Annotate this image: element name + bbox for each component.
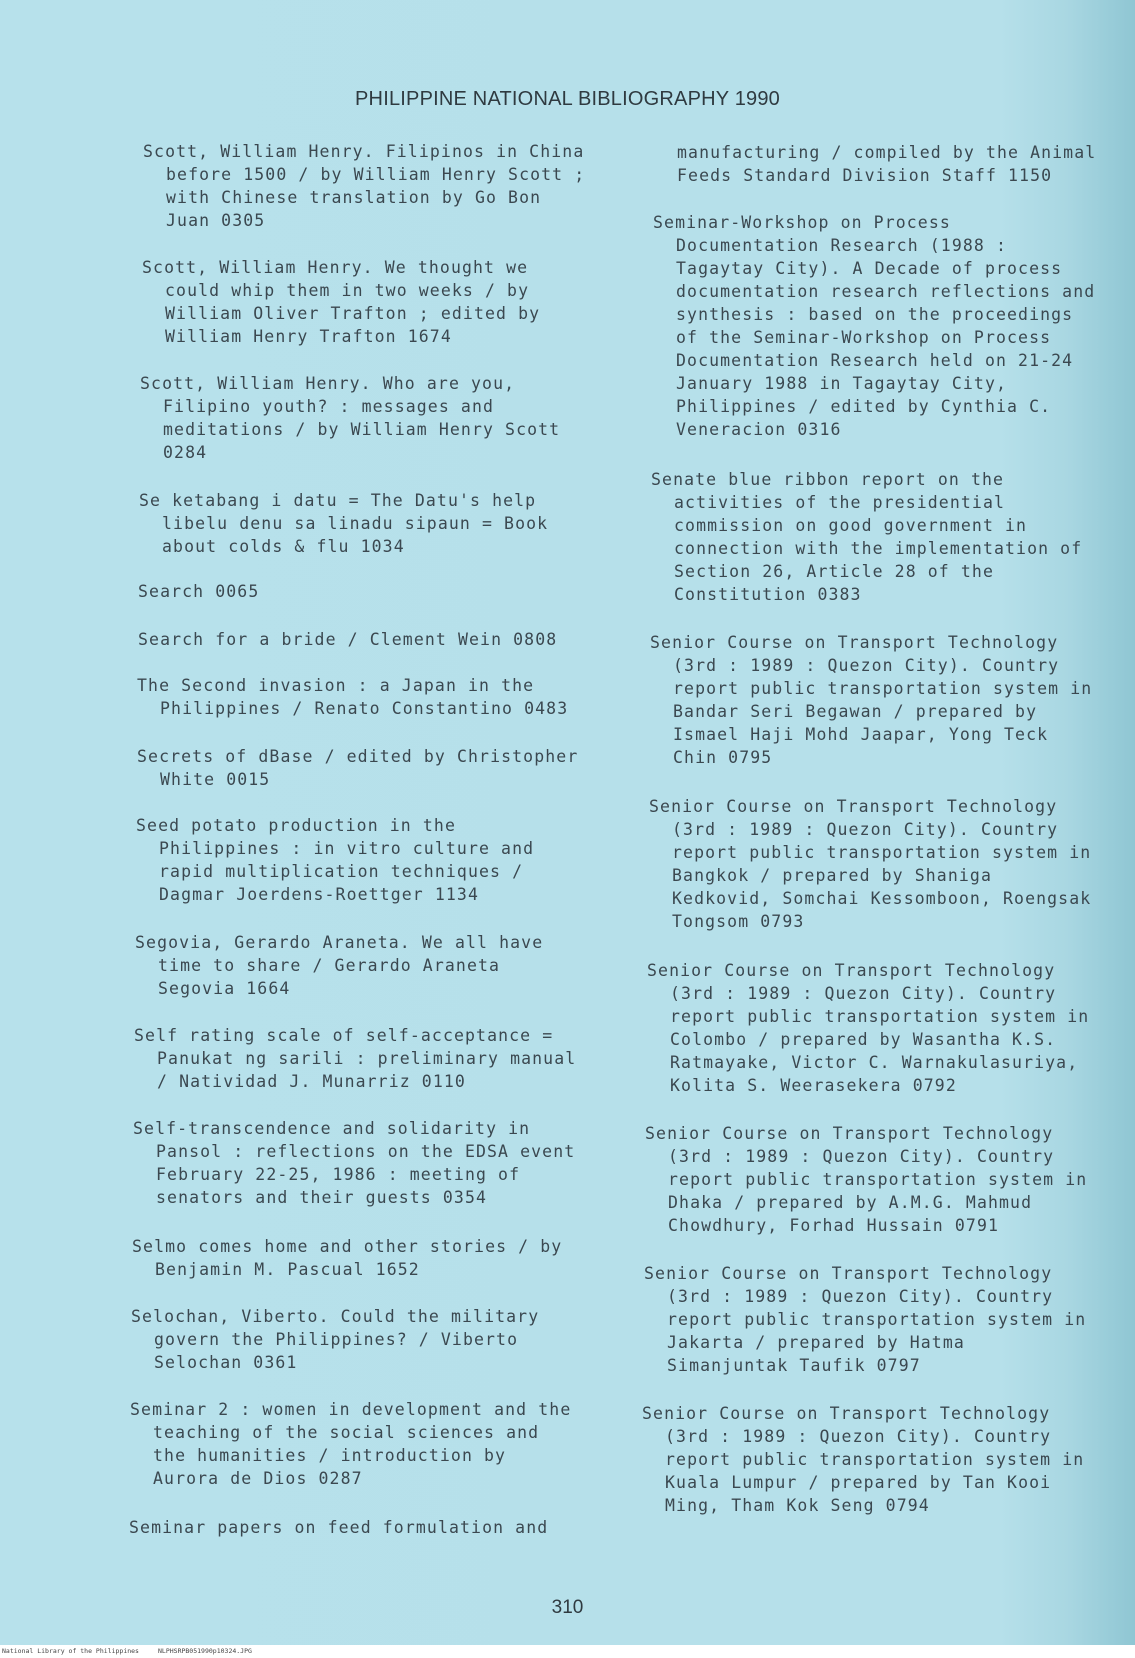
left-entry-6 (137, 674, 568, 720)
entry-line: (3rd : 1989 : Quezon City). Country (668, 1147, 1055, 1166)
entry-line: Simanjuntak Taufik 0797 (667, 1356, 921, 1375)
entry-line: / Natividad J. Munarriz 0110 (157, 1072, 466, 1091)
entry-heading: Segovia, Gerardo Araneta. We all have (135, 933, 544, 952)
entry-line: report public transportation system in (668, 1170, 1088, 1189)
right-entry-8 (642, 1402, 1084, 1517)
entry-line: govern the Philippines? / Viberto (154, 1330, 519, 1349)
left-entry-3 (139, 489, 548, 558)
entry-line: Ismael Haji Mohd Jaapar, Yong Teck (673, 725, 1049, 744)
entry-heading: Selochan, Viberto. Could the military (131, 1307, 540, 1326)
entry-line: meditations / by William Henry Scott (163, 420, 561, 439)
entry-line: Segovia 1664 (158, 979, 291, 998)
entry-line: activities of the presidential (674, 493, 1006, 512)
left-entry-9 (135, 931, 543, 1000)
entry-heading: Search for a bride / Clement Wein 0808 (138, 630, 558, 649)
entry-heading: Seminar-Workshop on Process (653, 213, 951, 232)
entry-heading: Scott, William Henry. Filipinos in China (143, 142, 585, 161)
entry-heading: Senior Course on Transport Technology (645, 1124, 1054, 1143)
entry-line: Filipino youth? : messages and (163, 397, 495, 416)
entry-line: William Oliver Trafton ; edited by (165, 304, 541, 323)
entry-line: Aurora de Dios 0287 (153, 1469, 363, 1488)
entry-line: before 1500 / by William Henry Scott ; (166, 165, 586, 184)
entry-line: the humanities / introduction by (153, 1446, 507, 1465)
entry-line: with Chinese translation by Go Bon (166, 188, 542, 207)
entry-line: Constitution 0383 (674, 585, 862, 604)
left-entry-15 (129, 1516, 548, 1539)
right-entry-7 (644, 1262, 1086, 1377)
entry-line: (3rd : 1989 : Quezon City). Country (672, 820, 1059, 839)
entry-heading: The Second invasion : a Japan in the (137, 676, 535, 695)
entry-heading: Senior Course on Transport Technology (649, 797, 1058, 816)
entry-line: Dhaka / prepared by A.M.G. Mahmud (668, 1193, 1033, 1212)
scan-footer (0, 1645, 1135, 1658)
entry-line: Kolita S. Weerasekera 0792 (670, 1076, 957, 1095)
entry-heading: Seminar papers on feed formulation and (129, 1518, 549, 1537)
left-entry-2 (140, 372, 560, 464)
entry-line: January 1988 in Tagaytay City, (676, 374, 1008, 393)
entry-line: (3rd : 1989 : Quezon City). Country (667, 1287, 1054, 1306)
entry-line: Selochan 0361 (154, 1353, 298, 1372)
right-entry-0 (654, 141, 1096, 187)
entry-line: Juan 0305 (166, 211, 266, 230)
entry-line: Philippines / edited by Cynthia C. (676, 397, 1052, 416)
entry-line: Jakarta / prepared by Hatma (667, 1333, 965, 1352)
entry-line: about colds & flu 1034 (162, 537, 405, 556)
entry-line: Philippines / Renato Constantino 0483 (160, 699, 569, 718)
entry-heading: Search 0065 (138, 582, 260, 601)
left-entry-4 (138, 580, 259, 603)
entry-line: Bandar Seri Begawan / prepared by (673, 702, 1038, 721)
entry-line: Feeds Standard Division Staff 1150 (677, 166, 1053, 185)
entry-line: report public transportation system in (672, 843, 1092, 862)
left-entry-0 (143, 140, 585, 232)
entry-heading: Seminar 2 : women in development and the (130, 1400, 572, 1419)
right-entry-2 (651, 468, 1082, 606)
right-entry-1 (653, 211, 1095, 441)
right-entry-4 (649, 795, 1091, 933)
entry-line: senators and their guests 0354 (156, 1188, 488, 1207)
entry-line: of the Seminar-Workshop on Process (676, 328, 1052, 347)
entry-line: Ratmayake, Victor C. Warnakulasuriya, (670, 1053, 1079, 1072)
left-entry-11 (133, 1117, 575, 1209)
entry-line: could whip them in two weeks / by (165, 281, 530, 300)
entry-line: (3rd : 1989 : Quezon City). Country (673, 656, 1060, 675)
entry-line: Dagmar Joerdens-Roettger 1134 (159, 885, 479, 904)
entry-heading: Se ketabang i datu = The Datu's help (139, 491, 537, 510)
footer-library: National Library of the Philippines (2, 1647, 139, 1655)
right-entry-6 (645, 1122, 1087, 1237)
entry-heading: Senior Course on Transport Technology (644, 1264, 1053, 1283)
entry-line: report public transportation system in (673, 679, 1093, 698)
entry-line: Pansol : reflections on the EDSA event (156, 1142, 576, 1161)
entry-line: Philippines : in vitro culture and (159, 839, 535, 858)
entry-line: report public transportation system in (670, 1007, 1090, 1026)
entry-heading: Selmo comes home and other stories / by (132, 1237, 563, 1256)
footer-file: NLPHSRPB051990p10324.JPG (158, 1647, 252, 1655)
entry-line: Tagaytay City). A Decade of process (676, 259, 1063, 278)
entry-line: connection with the implementation of (674, 539, 1083, 558)
left-entry-8 (136, 814, 534, 906)
entry-line: rapid multiplication techniques / (159, 862, 524, 881)
entry-line: Kuala Lumpur / prepared by Tan Kooi (665, 1473, 1052, 1492)
entry-line: Panukat ng sarili : preliminary manual (157, 1049, 577, 1068)
entry-line: Tongsom 0793 (672, 912, 805, 931)
entry-heading: Senior Course on Transport Technology (642, 1404, 1051, 1423)
entry-line: Chowdhury, Forhad Hussain 0791 (668, 1216, 1000, 1235)
entry-heading: Scott, William Henry. We thought we (142, 258, 529, 277)
entry-line: teaching of the social sciences and (153, 1423, 540, 1442)
entry-line: (3rd : 1989 : Quezon City). Country (670, 984, 1057, 1003)
entry-line: Section 26, Article 28 of the (674, 562, 994, 581)
right-entry-3 (650, 631, 1092, 769)
entry-heading: Senior Course on Transport Technology (647, 961, 1056, 980)
entry-line: libelu denu sa linadu sipaun = Book (162, 514, 549, 533)
left-entry-12 (132, 1235, 562, 1281)
page-title: PHILIPPINE NATIONAL BIBLIOGRAPHY 1990 (355, 88, 780, 110)
entry-line: Ming, Tham Kok Seng 0794 (665, 1496, 930, 1515)
entry-heading: Senior Course on Transport Technology (650, 633, 1059, 652)
left-entry-10 (134, 1024, 576, 1093)
entry-line: time to share / Gerardo Araneta (158, 956, 501, 975)
left-entry-13 (131, 1305, 539, 1374)
entry-line: 0284 (163, 443, 208, 462)
entry-line: report public transportation system in (665, 1450, 1085, 1469)
entry-heading: Senate blue ribbon report on the (651, 470, 1005, 489)
entry-line: Bangkok / prepared by Shaniga (672, 866, 992, 885)
entry-line: Documentation Research held on 21-24 (676, 351, 1074, 370)
entry-line: Kedkovid, Somchai Kessomboon, Roengsak (672, 889, 1092, 908)
entry-line: William Henry Trafton 1674 (165, 327, 452, 346)
entry-line: (3rd : 1989 : Quezon City). Country (665, 1427, 1052, 1446)
entry-line: synthesis : based on the proceedings (676, 305, 1074, 324)
left-entry-1 (142, 256, 540, 348)
entry-line: manufacturing / compiled by the Animal (677, 143, 1097, 162)
entry-line: Benjamin M. Pascual 1652 (155, 1260, 420, 1279)
entry-line: February 22-25, 1986 : meeting of (156, 1165, 521, 1184)
entry-line: White 0015 (160, 770, 271, 789)
entry-line: Colombo / prepared by Wasantha K.S. (670, 1030, 1057, 1049)
page-number: 310 (551, 1597, 584, 1618)
entry-line: report public transportation system in (667, 1310, 1087, 1329)
left-entry-5 (138, 628, 557, 651)
entry-heading: Seed potato production in the (136, 816, 456, 835)
entry-line: Documentation Research (1988 : (676, 236, 1008, 255)
right-entry-5 (647, 959, 1089, 1097)
entry-line: documentation research reflections and (676, 282, 1096, 301)
left-entry-14 (130, 1398, 571, 1490)
entry-line: commission on good government in (674, 516, 1028, 535)
entry-heading: Secrets of dBase / edited by Christopher (137, 747, 579, 766)
entry-heading: Self rating scale of self-acceptance = (134, 1026, 554, 1045)
entry-line: Chin 0795 (673, 748, 773, 767)
entry-heading: Self-transcendence and solidarity in (133, 1119, 531, 1138)
entry-line: Veneracion 0316 (676, 420, 842, 439)
entry-heading: Scott, William Henry. Who are you, (140, 374, 516, 393)
left-entry-7 (137, 745, 578, 791)
